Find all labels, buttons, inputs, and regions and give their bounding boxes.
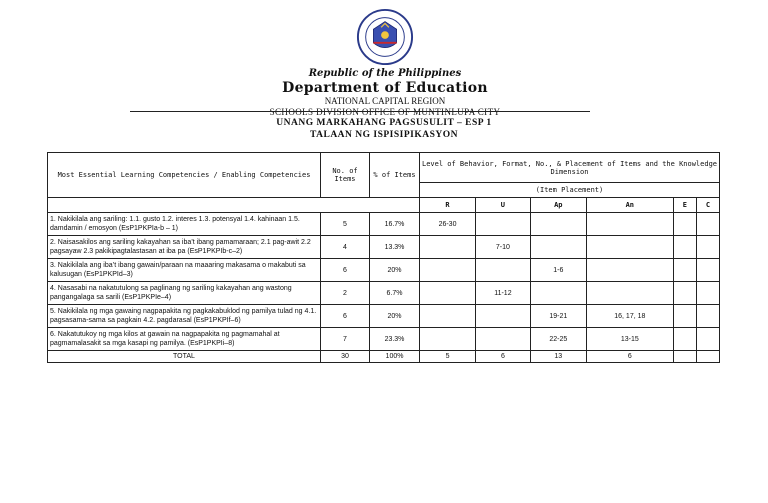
ap-cell	[530, 236, 586, 259]
region-line: NATIONAL CAPITAL REGION	[324, 96, 446, 106]
c-cell	[696, 328, 719, 351]
document-titles	[0, 117, 768, 141]
an-cell	[586, 282, 673, 305]
items-cell: 6	[321, 259, 370, 282]
total-c	[696, 351, 719, 363]
col-header-an: An	[586, 198, 673, 213]
items-cell: 6	[321, 305, 370, 328]
c-cell	[696, 305, 719, 328]
pct-cell: 16.7%	[370, 213, 420, 236]
r-cell	[420, 305, 476, 328]
deped-seal-icon	[356, 8, 414, 66]
header-item-placement: (Item Placement)	[420, 183, 720, 198]
table-row	[48, 236, 720, 259]
r-cell	[420, 328, 476, 351]
col-header-c: C	[696, 198, 719, 213]
header-competencies: Most Essential Learning Competencies / Enabling Competencies	[48, 153, 321, 198]
competency-cell: 6. Nakatutukoy ng mga kilos at gawain na nagpapakita ng pagmamahal at pagmamalasakit sa mga kasapi ng pamilya. (EsP1PKPIi–8)	[48, 328, 321, 351]
exam-title: UNANG MARKAHANG PAGSUSULIT – ESP 1	[276, 118, 492, 128]
u-cell	[476, 305, 531, 328]
an-cell: 13-15	[586, 328, 673, 351]
total-ap: 13	[530, 351, 586, 363]
e-cell	[673, 305, 696, 328]
col-header-u: U	[476, 198, 531, 213]
r-cell	[420, 236, 476, 259]
u-cell	[476, 328, 531, 351]
an-cell	[586, 236, 673, 259]
e-cell	[673, 213, 696, 236]
c-cell	[696, 259, 719, 282]
republic-line: Republic of the Philippines	[308, 68, 462, 79]
col-header-e: E	[673, 198, 696, 213]
letterhead	[150, 8, 620, 118]
header-spacer	[48, 198, 420, 213]
total-an: 6	[586, 351, 673, 363]
header-pct-items: % of Items	[370, 153, 420, 198]
header-divider	[130, 111, 590, 112]
competency-cell: 4. Nasasabi na nakatutulong sa paglinang ng sariling kakayahan ang wastong pangangalaga sa sarili (EsP1PKPIe–4)	[48, 282, 321, 305]
u-cell	[476, 213, 531, 236]
an-cell	[586, 213, 673, 236]
header-level: Level of Behavior, Format, No., & Placement of Items and the Knowledge Dimension	[420, 153, 720, 183]
items-cell: 5	[321, 213, 370, 236]
e-cell	[673, 282, 696, 305]
division-line: SCHOOLS DIVISION OFFICE OF MUNTINLUPA CITY	[269, 107, 501, 117]
total-e	[673, 351, 696, 363]
table-row	[48, 305, 720, 328]
competency-cell: 5. Nakikilala ng mga gawaing nagpapakita ng pagkakabuklod ng pamilya tulad ng 4.1. pagsasama-sama sa pagkain 4.2. pagdarasal (EsP1PKPIf–6)	[48, 305, 321, 328]
total-items: 30	[321, 351, 370, 363]
table-row	[48, 282, 720, 305]
total-u: 6	[476, 351, 531, 363]
table-row	[48, 259, 720, 282]
pct-cell: 23.3%	[370, 328, 420, 351]
items-cell: 7	[321, 328, 370, 351]
u-cell: 11-12	[476, 282, 531, 305]
pct-cell: 20%	[370, 259, 420, 282]
col-header-ap: Ap	[530, 198, 586, 213]
c-cell	[696, 236, 719, 259]
r-cell: 26-30	[420, 213, 476, 236]
department-line: Department of Education	[282, 80, 488, 96]
items-cell: 4	[321, 236, 370, 259]
ap-cell: 19-21	[530, 305, 586, 328]
e-cell	[673, 328, 696, 351]
total-r: 5	[420, 351, 476, 363]
table-of-specifications	[47, 152, 720, 363]
r-cell	[420, 259, 476, 282]
table-row	[48, 328, 720, 351]
table-title: TALAAN NG ISPISIPIKASYON	[309, 130, 458, 140]
competency-cell: 2. Naisasakilos ang sariling kakayahan sa iba’t ibang pamamaraan; 2.1 pag-awit 2.2 pagsayaw 2.3 pakikipagtalastasan at iba pa (EsP1PKPIb-c–2)	[48, 236, 321, 259]
competency-cell: 3. Nakikilala ang iba’t ibang gawain/paraan na maaaring makasama o makabuti sa kalusugan (EsP1PKPId–3)	[48, 259, 321, 282]
col-header-r: R	[420, 198, 476, 213]
pct-cell: 20%	[370, 305, 420, 328]
r-cell	[420, 282, 476, 305]
total-pct: 100%	[370, 351, 420, 363]
an-cell	[586, 259, 673, 282]
total-label: TOTAL	[48, 351, 321, 363]
table-row	[48, 213, 720, 236]
an-cell: 16, 17, 18	[586, 305, 673, 328]
ap-cell	[530, 282, 586, 305]
items-cell: 2	[321, 282, 370, 305]
c-cell	[696, 282, 719, 305]
total-row	[48, 351, 720, 363]
pct-cell: 13.3%	[370, 236, 420, 259]
ap-cell: 1-6	[530, 259, 586, 282]
e-cell	[673, 259, 696, 282]
pct-cell: 6.7%	[370, 282, 420, 305]
u-cell	[476, 259, 531, 282]
ap-cell: 22-25	[530, 328, 586, 351]
e-cell	[673, 236, 696, 259]
c-cell	[696, 213, 719, 236]
ap-cell	[530, 213, 586, 236]
u-cell: 7-10	[476, 236, 531, 259]
competency-cell: 1. Nakikilala ang sariling: 1.1. gusto 1.2. interes 1.3. potensyal 1.4. kahinaan 1.5. damdamin / emosyon (EsP1PKPIa-b – 1)	[48, 213, 321, 236]
header-no-items: No. of Items	[321, 153, 370, 198]
